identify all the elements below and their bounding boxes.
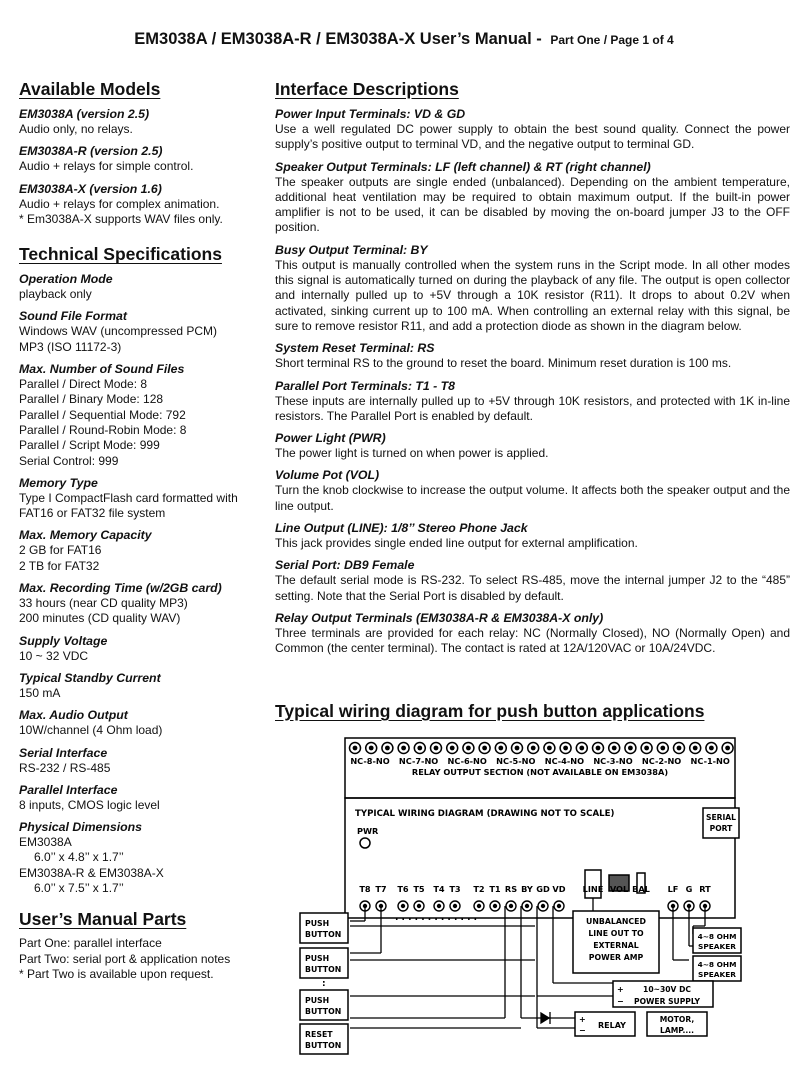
interface-entry [275,610,790,657]
dimensions-entry [19,819,259,896]
interface-entry [275,430,790,461]
spec-entry [19,580,259,627]
terminal-label: LINE [582,884,604,894]
spec-entry [19,633,259,664]
relay-screw-center [612,746,617,751]
vertical-dots: : [322,979,326,989]
relay-screw-center [515,746,520,751]
psu-label: POWER SUPPLY [634,997,700,1006]
model-entry [19,106,259,137]
model-entry [19,143,259,174]
spec-entry [19,308,259,355]
spec-title: Max. Audio Output [19,708,128,723]
interface-text: These inputs are internally pulled up to +5V through 10K resistors, and protected with 1K in-line resistors. The Parallel Port is enabled by default. [275,393,790,423]
terminal-label: RS [504,884,518,894]
relay-screw-center [563,746,568,751]
relay-screw-center [693,746,698,751]
relay-screw-center [417,746,422,751]
spec-value: 2 TB for FAT32 [19,558,100,573]
spec-title: Max. Memory Capacity [19,528,152,543]
manual-part: Part Two: serial port & application notes [19,951,231,966]
relay-screw-center [466,746,471,751]
interface-text: The power light is turned on when power is applied. [275,446,549,461]
spec-value: 200 minutes (CD quality WAV) [19,611,181,626]
model-description: Audio + relays for complex animation. [19,196,220,211]
available-models-heading: Available Models [19,79,161,99]
dimension-value: 6.0’’ x 7.5’’ x 1.7’’ [34,881,124,896]
relay-minus: − [579,1026,586,1035]
interface-title: System Reset Terminal: RS [275,341,435,356]
manual-part-note: * Part Two is available upon request. [19,966,214,981]
serial-port-label-1: SERIAL [705,813,737,822]
terminal-label: RT [699,884,711,894]
speaker-label: 4~8 OHM [697,960,737,969]
spec-value: Parallel / Binary Mode: 128 [19,392,164,407]
spec-entry [19,475,259,522]
page-header [0,30,808,49]
interface-text: Use a well regulated DC power supply to obtain the best sound quality. Connect the power supply’s positive output to terminal VD, and the negative output to terminal GD. [275,122,790,152]
spec-value: MP3 (ISO 11172-3) [19,339,122,354]
spec-entry [19,745,259,776]
amp-label: EXTERNAL [593,941,639,950]
relay-screw-center [709,746,714,751]
screw-terminal-center [437,904,441,908]
pwr-label: PWR [357,826,379,836]
relay-screw-center [725,746,730,751]
reset-button-label: RESET [305,1030,333,1039]
relay-screw-center [385,746,390,751]
spec-value: playback only [19,287,92,302]
relay-screw-center [628,746,633,751]
psu-minus: − [617,997,624,1006]
spec-entry [19,670,259,701]
relay-screw-center [353,746,358,751]
diagram-heading-wrap [275,700,790,728]
relay-screw-center [660,746,665,751]
interface-entry [275,340,790,371]
relay-screw-center [450,746,455,751]
terminal-label: VOL [609,884,629,894]
reset-button-label: BUTTON [305,1041,342,1050]
terminal-label: T2 [473,884,485,894]
interface-entry [275,378,790,425]
spec-title: Max. Number of Sound Files [19,362,185,377]
relay-label: RELAY [598,1021,626,1030]
model-title: EM3038A (version 2.5) [19,107,150,121]
model-description: Audio only, no relays. [19,122,133,136]
speaker-label: 4~8 OHM [697,932,737,941]
relay-section-label: RELAY OUTPUT SECTION (NOT AVAILABLE ON EM3038A) [411,767,669,777]
spec-value: FAT16 or FAT32 file system [19,506,166,521]
terminal-label: G [685,884,693,894]
screw-terminal-center [541,904,545,908]
spec-value: Parallel / Round-Robin Mode: 8 [19,422,187,437]
spec-entry [19,527,259,574]
spec-value: RS-232 / RS-485 [19,760,111,775]
spec-value: Parallel / Script Mode: 999 [19,438,160,453]
wiring-diagram [275,728,745,1073]
relay-screw-center [482,746,487,751]
model-title: EM3038A-X (version 1.6) [19,181,162,196]
terminal-label: BAL [632,884,650,894]
model-description: Audio + relays for simple control. [19,159,194,174]
dimension-model: EM3038A [19,835,72,850]
relay-group-label: NC-1-NO [690,756,730,766]
spec-entry [19,707,259,738]
push-button-label: BUTTON [305,1007,342,1016]
terminal-label: T6 [397,884,409,894]
interface-entry [275,106,790,153]
push-button-label: PUSH [305,919,330,928]
page-indicator: Part One / Page 1 of 4 [550,33,674,47]
relay-group-label: NC-4-NO [544,756,585,766]
terminal-label: T7 [375,884,387,894]
interface-entry [275,467,790,514]
right-column [275,78,790,663]
manual-title: EM3038A / EM3038A-R / EM3038A-X User’s Manual - [134,30,542,48]
terminal-dots: . . . . . . . . . . . . . [395,913,478,923]
interface-entry [275,520,790,551]
dimension-value: 6.0’’ x 4.8’’ x 1.7’’ [34,850,124,865]
interface-text: The default serial mode is RS-232. To select RS-485, move the internal jumper J2 to the “485” setting. Note that the Serial Port is disabled by default. [275,573,790,603]
spec-value: 8 inputs, CMOS logic level [19,797,160,812]
interface-text: Short terminal RS to the ground to reset the board. Minimum reset duration is 100 ms. [275,356,732,371]
manual-part: Part One: parallel interface [19,936,162,951]
spec-value: Windows WAV (uncompressed PCM) [19,324,218,339]
interface-title: Line Output (LINE): 1/8’’ Stereo Phone Jack [275,521,528,536]
terminal-label: VD [552,884,566,894]
interface-text: Three terminals are provided for each relay: NC (Normally Closed), NO (Normally Open) and Common (the center terminal). The contact is rated at 12A/120VAC or 10A/24VDC. [275,625,790,656]
interface-entry [275,557,790,604]
screw-terminal-center [493,904,497,908]
model-entry [19,181,259,228]
serial-port-label-2: PORT [709,824,733,833]
relay-group-label: NC-7-NO [398,756,439,766]
screw-terminal-center [477,904,481,908]
terminal-label: BY [521,884,533,894]
screw-terminal-center [401,904,405,908]
relay-plus: + [579,1015,586,1024]
screw-terminal-center [509,904,513,908]
push-button-label: BUTTON [305,965,342,974]
spec-title: Operation Mode [19,272,113,287]
relay-group-label: NC-5-NO [496,756,536,766]
interface-title: Volume Pot (VOL) [275,468,380,483]
spec-value: 2 GB for FAT16 [19,543,102,558]
spec-title: Parallel Interface [19,782,118,797]
technical-specifications-heading: Technical Specifications [19,244,222,265]
relay-group-label: NC-8-NO [350,756,390,766]
terminal-label: GD [536,884,550,894]
board-terminal-row [359,884,711,911]
interface-text: Turn the knob clockwise to increase the output volume. It affects both the speaker output and the line output. [275,483,790,513]
spec-value: 10 ~ 32 VDC [19,648,89,663]
relay-screw-center [434,746,439,751]
psu-label: 10~30V DC [643,985,691,994]
spec-title: Physical Dimensions [19,820,143,835]
relay-screw-center [498,746,503,751]
relay-screw-center [596,746,601,751]
relay-screw-center [401,746,406,751]
spec-value: 150 mA [19,685,61,700]
spec-entry [19,271,259,302]
amp-label: POWER AMP [588,953,644,962]
interface-title: Power Input Terminals: VD & GD [275,107,466,121]
diagram-caption: TYPICAL WIRING DIAGRAM (DRAWING NOT TO SCALE) [355,809,615,819]
interface-text: The speaker outputs are single ended (unbalanced). Depending on the ambient temperature, additional heat ventilation may be required to obtain maximum output. If the built-in power amplifier is not to be used, it can be disabled by moving the on-board jumper J3 to the OFF position. [275,174,790,235]
spec-title: Typical Standby Current [19,670,161,685]
psu-plus: + [617,985,624,994]
spec-value: 10W/channel (4 Ohm load) [19,723,163,738]
relay-terminal-row [350,743,734,767]
screw-terminal-center [453,904,457,908]
spec-entry [19,782,259,813]
spec-value: 33 hours (near CD quality MP3) [19,596,188,611]
interface-entry [275,242,790,334]
interface-text: This jack provides single ended line output for external amplification. [275,536,638,551]
pwr-led [360,838,370,848]
relay-screw-center [369,746,374,751]
spec-entry [19,361,259,469]
terminal-label: T5 [413,884,425,894]
speaker-label: SPEAKER [698,970,736,979]
push-button-label: PUSH [305,996,330,1005]
spec-value: Parallel / Sequential Mode: 792 [19,407,186,422]
interface-title: Busy Output Terminal: BY [275,242,428,257]
interface-title: Serial Port: DB9 Female [275,558,415,573]
push-button-label: BUTTON [305,930,342,939]
wiring-diagram-heading: Typical wiring diagram for push button applications [275,701,705,721]
relay-group-label: NC-3-NO [593,756,633,766]
motor-label: MOTOR, [659,1015,695,1024]
interface-title: Speaker Output Terminals: LF (left channel) & RT (right channel) [275,159,651,174]
spec-value: Serial Control: 999 [19,453,119,468]
relay-screw-center [677,746,682,751]
spec-title: Serial Interface [19,745,108,760]
diode-symbol [541,1012,550,1024]
relay-screw-center [644,746,649,751]
wiring-diagram-svg [275,728,745,1068]
model-note: * Em3038A-X supports WAV files only. [19,211,223,226]
dimension-model: EM3038A-R & EM3038A-X [19,865,164,880]
speaker-label: SPEAKER [698,942,736,951]
interface-entry [275,159,790,236]
amp-label: LINE OUT TO [588,929,644,938]
relay-screw-center [547,746,552,751]
left-column [19,78,259,982]
relay-group-label: NC-2-NO [641,756,682,766]
spec-title: Max. Recording Time (w/2GB card) [19,581,222,596]
interface-descriptions-heading: Interface Descriptions [275,79,459,99]
spec-value: Type I CompactFlash card formatted with [19,490,238,505]
relay-group-label: NC-6-NO [447,756,487,766]
interface-title: Parallel Port Terminals: T1 - T8 [275,378,455,393]
manual-parts-heading: User’s Manual Parts [19,909,187,930]
screw-terminal-center [417,904,421,908]
screw-terminal-center [525,904,529,908]
terminal-label: LF [667,884,679,894]
spec-title: Supply Voltage [19,633,108,648]
spec-title: Sound File Format [19,309,127,324]
terminal-label: T3 [449,884,461,894]
interface-text: This output is manually controlled when the system runs in the Script mode. In all other modes this signal is automatically turned on during the playback of any file. The output is open collector and internally pulled up to +5V through a 10K resistor (R11). It drops to about 0.2V when activated, sinking current up to 100 mA. When controlling an external relay with this signal, be sure to remove resistor R11, and add a protection diode as shown in the diagram below. [275,257,790,333]
interface-title: Relay Output Terminals (EM3038A-R & EM3038A-X only) [275,610,604,625]
terminal-label: T8 [359,884,371,894]
interface-title: Power Light (PWR) [275,431,386,446]
push-button-label: PUSH [305,954,330,963]
model-title: EM3038A-R (version 2.5) [19,144,163,159]
relay-screw-center [531,746,536,751]
terminal-label: T4 [433,884,445,894]
terminal-label: T1 [489,884,501,894]
motor-label: LAMP.... [660,1026,694,1035]
screw-terminal-center [557,904,561,908]
spec-value: Parallel / Direct Mode: 8 [19,377,148,392]
relay-screw-center [579,746,584,751]
spec-title: Memory Type [19,475,98,490]
amp-label: UNBALANCED [586,917,646,926]
